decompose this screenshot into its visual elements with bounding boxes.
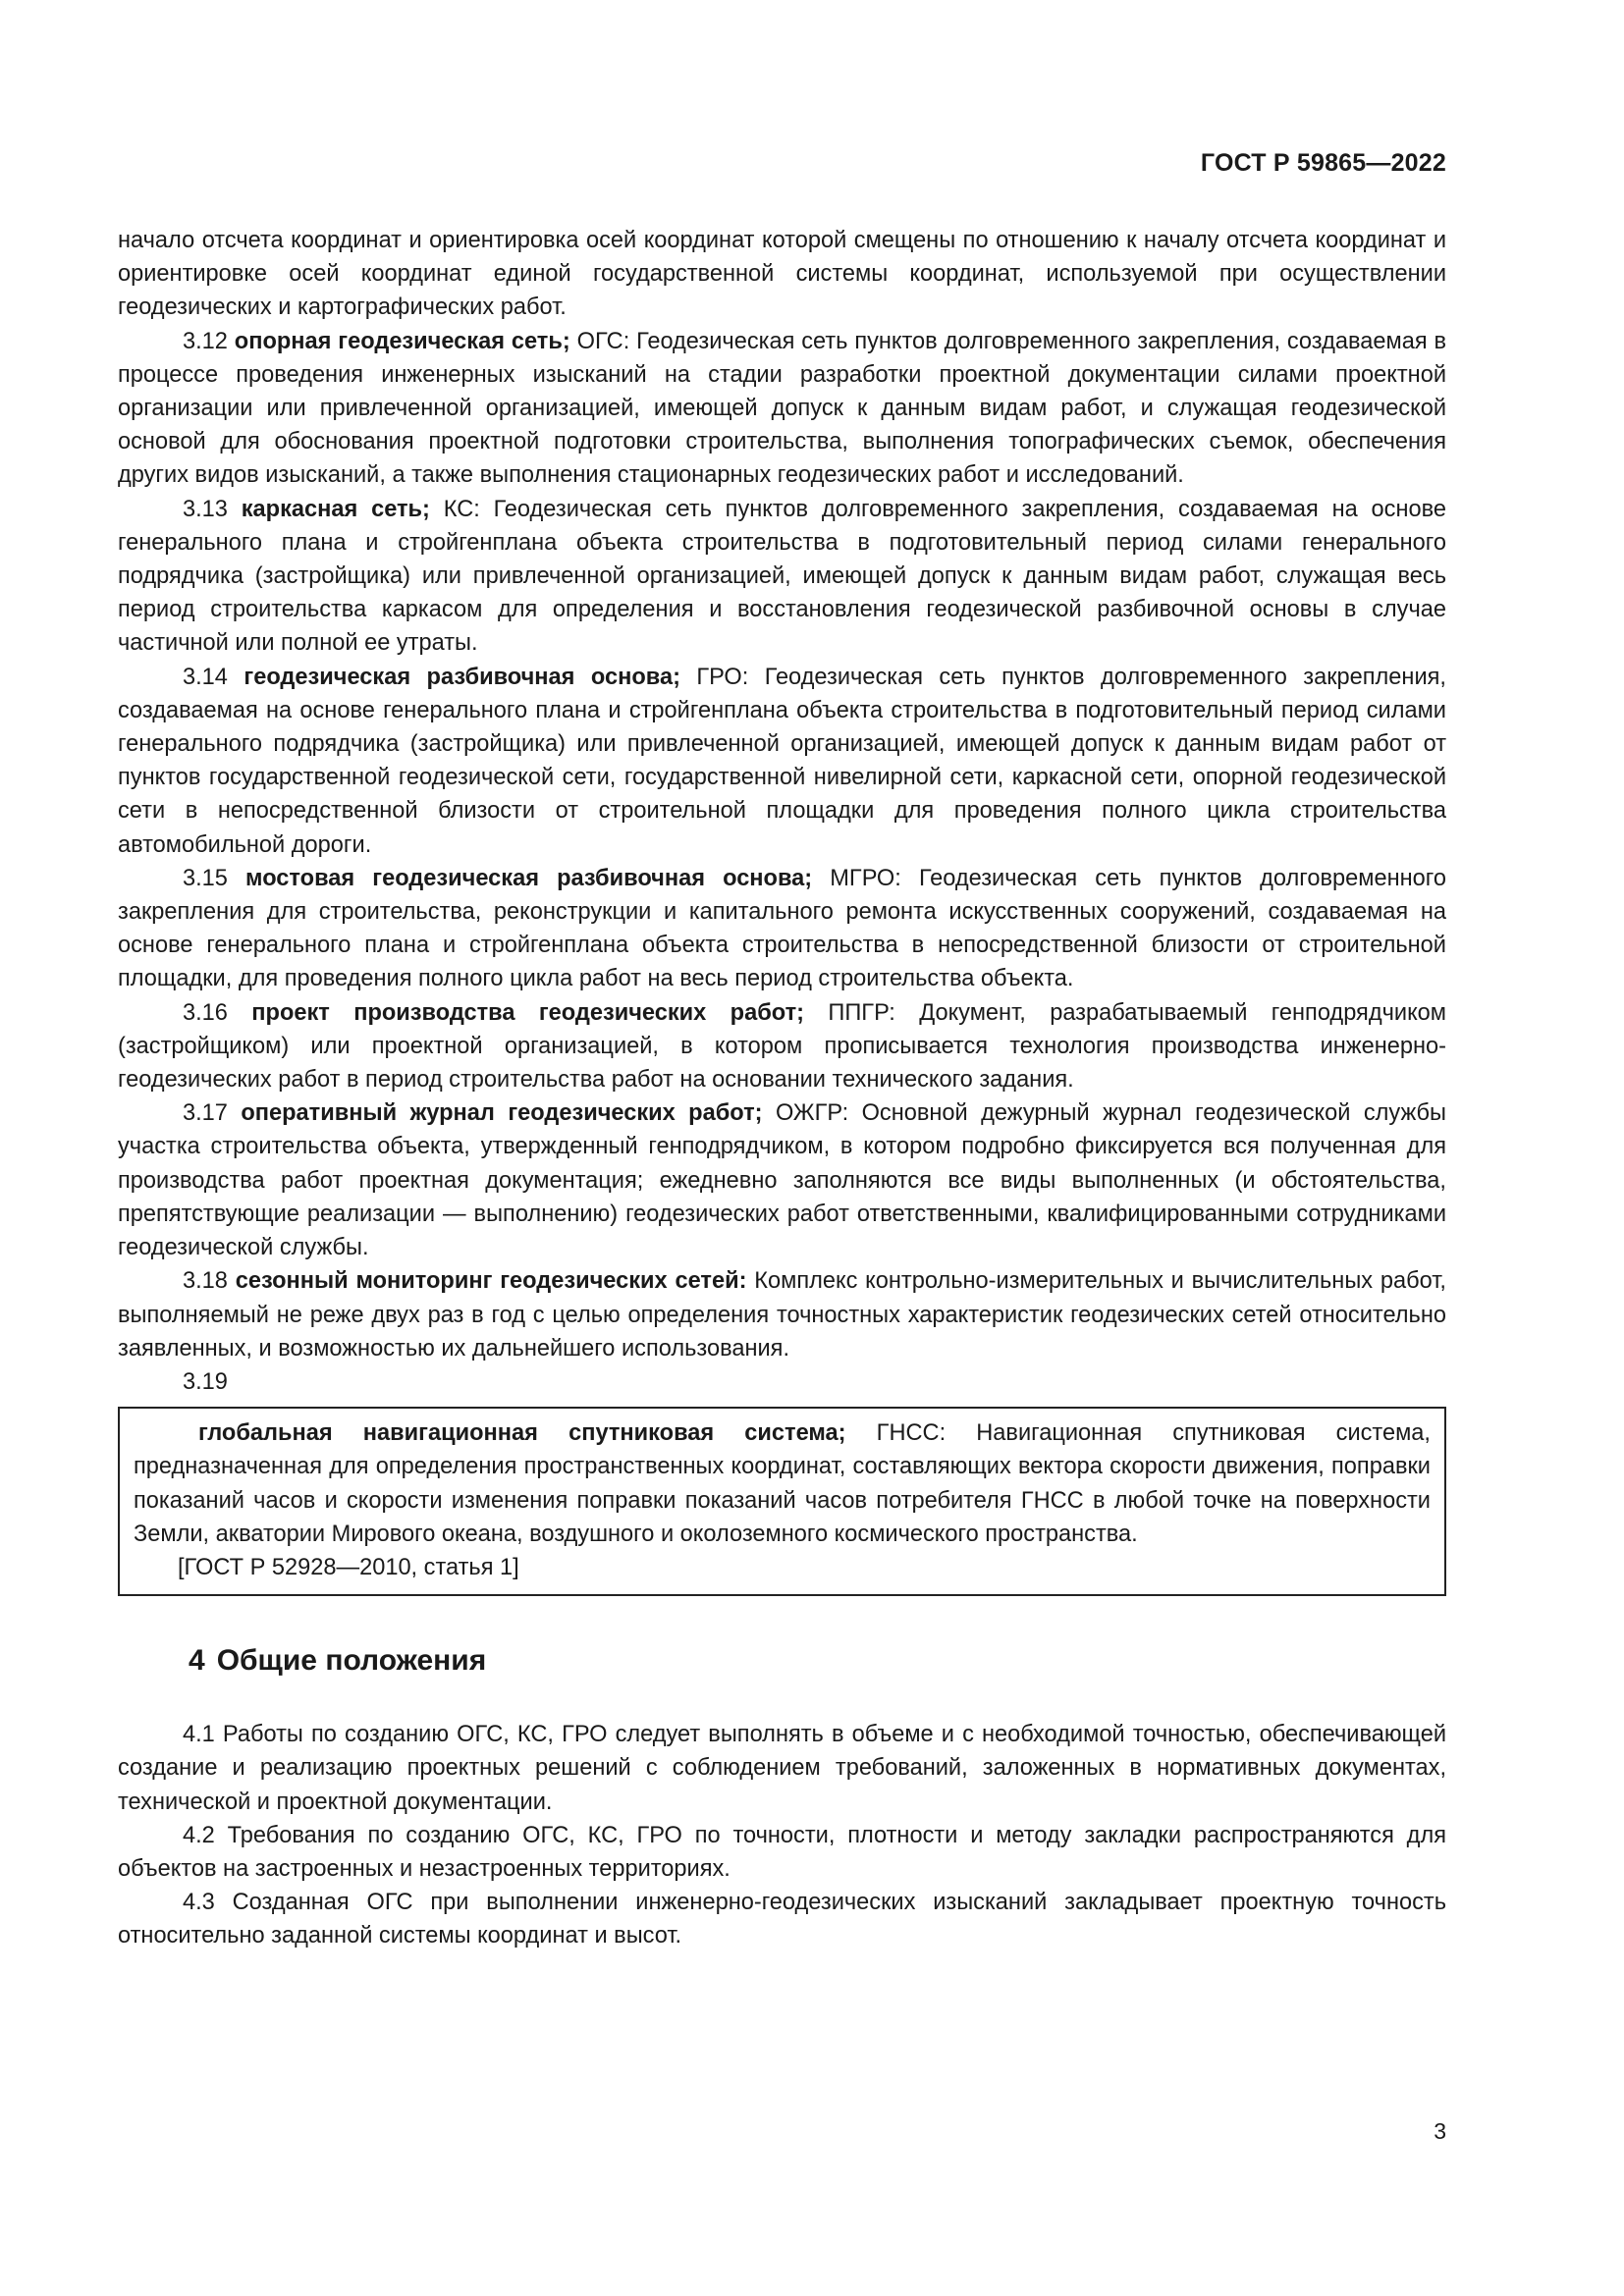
definition-text: ОЖГР: Основной дежурный журнал геодезической службы участка строительства объекта, утвержденный генподрядчиком, в котором подробно фиксируется вся полученная для производства работ проектная документация; ежедневно заполняются все виды выполненных (и обстоятельства, препятствующие реализации — выполнению) геодезических работ ответственными, квалифицированными сотрудниками геодезической службы. xyxy=(118,1100,1446,1261)
term-bold: мостовая геодезическая разбивочная основа; xyxy=(245,865,813,891)
term-bold: глобальная навигационная спутниковая система; xyxy=(198,1420,846,1447)
paragraph-3-13 xyxy=(118,493,1446,661)
definition-text: КС: Геодезическая сеть пунктов долговременного закрепления, создаваемая на основе генерального плана и стройгенплана объекта строительства в подготовительный период силами генерального подрядчика (застройщика) или привлеченной организацией, имеющей допуск к данным видам работ, служащая весь период строительства каркасом для определения и восстановления геодезической разбивочной основы в случае частичной или полной ее утраты. xyxy=(118,496,1446,657)
page-number: 3 xyxy=(1434,2118,1446,2144)
term-bold: геодезическая разбивочная основа; xyxy=(244,664,680,690)
definition-text: ОГС: Геодезическая сеть пунктов долговременного закрепления, создаваемая в процессе проведения инженерных изысканий на стадии разработки проектной документации силами проектной организации или привлеченной организацией, имеющей допуск к данным видам работ, и служащая геодезической основой для обоснования проектной подготовки строительства, выполнения топографических съемок, обеспечения других видов изысканий, а также выполнения стационарных геодезических работ и исследований. xyxy=(118,328,1447,489)
term-bold: оперативный журнал геодезических работ; xyxy=(241,1100,763,1127)
clause-number: 3.18 xyxy=(183,1268,228,1295)
paragraph-3-14 xyxy=(118,661,1446,862)
section-title-text: Общие положения xyxy=(216,1644,487,1678)
clause-number: 3.15 xyxy=(183,865,228,891)
section-heading xyxy=(189,1643,1446,1679)
clause-number: 3.17 xyxy=(183,1100,228,1127)
paragraph-3-15 xyxy=(118,862,1446,996)
section-number: 4 xyxy=(189,1644,205,1678)
definition-text: ГРО: Геодезическая сеть пунктов долговременного закрепления, создаваемая на основе генерального плана и стройгенплана объекта строительства в подготовительный период силами генерального подрядчика (застройщика) или привлеченной организацией, имеющей допуск к данным видам работ от пунктов государственной геодезической сети, государственной нивелирной сети, каркасной сети, опорной геодезической сети в непосредственной близости от строительной площадки для проведения полного цикла строительства автомобильной дороги. xyxy=(118,664,1446,858)
boxed-definition xyxy=(134,1416,1431,1551)
term-bold: сезонный мониторинг геодезических сетей: xyxy=(235,1268,747,1295)
term-bold: опорная геодезическая сеть; xyxy=(234,328,570,354)
term-bold: каркасная сеть; xyxy=(241,496,430,522)
clause-number: 3.13 xyxy=(183,496,228,522)
paragraph-3-19 xyxy=(118,1365,1446,1399)
paragraph-3-17 xyxy=(118,1096,1446,1264)
clause-number: 3.14 xyxy=(183,664,228,690)
quoted-definition-box xyxy=(118,1407,1446,1596)
document-body xyxy=(118,224,1446,1953)
paragraph-3-12 xyxy=(118,325,1446,493)
definition-text: МГРО: Геодезическая сеть пунктов долговременного закрепления для строительства, реконструкции и капитального ремонта искусственных сооружений, создаваемая на основе генерального плана и стройгенплана объекта строительства в непосредственной близости от строительной площадки, для проведения полного цикла работ на весь период строительства объекта. xyxy=(118,865,1447,992)
paragraph-4-1: 4.1 Работы по созданию ОГС, КС, ГРО следует выполнять в объеме и с необходимой точностью, обеспечивающей создание и реализацию проектных решений с соблюдением требований, заложенных в нормативных документах, технической и проектной документации. xyxy=(118,1722,1446,1815)
definition-text: ГНСС: Навигационная спутниковая система, предназначенная для определения пространственных координат, составляющих вектора скорости движения, поправки показаний часов и скорости изменения поправки показаний часов потребителя ГНСС в любой точке на поверхности Земли, акватории Мирового океана, воздушного и околоземного космического пространства. xyxy=(134,1420,1431,1547)
source-reference: [ГОСТ Р 52928—2010, статья 1] xyxy=(178,1554,519,1580)
document-page xyxy=(118,0,1446,2296)
definition-text: Комплекс контрольно-измерительных и вычислительных работ, выполняемый не реже двух раз в год с целью определения точностных характеристик геодезических сетей относительно заявленных, и возможностью их дальнейшего использования. xyxy=(118,1268,1446,1362)
clause-number: 3.16 xyxy=(183,999,228,1026)
paragraph-4-2: 4.2 Требования по созданию ОГС, КС, ГРО по точности, плотности и методу закладки распространяются для объектов на застроенных и незастроенных территориях. xyxy=(118,1822,1446,1882)
paragraph-4-3: 4.3 Созданная ОГС при выполнении инженерно-геодезических изысканий закладывает проектную точность относительно заданной системы координат и высот. xyxy=(118,1890,1446,1949)
paragraph-3-18 xyxy=(118,1264,1446,1365)
paragraph-continuation: начало отсчета координат и ориентировка осей координат которой смещены по отношению к началу отсчета координат и ориентировке осей координат единой государственной системы координат, используемой при осуществлении геодезических и картографических работ. xyxy=(118,228,1446,321)
clause-number: 3.12 xyxy=(183,328,228,354)
document-code-header: ГОСТ Р 59865—2022 xyxy=(1200,149,1446,177)
term-bold: проект производства геодезических работ; xyxy=(251,999,805,1026)
paragraph-3-16 xyxy=(118,996,1446,1097)
definition-text: ППГР: Документ, разрабатываемый генподрядчиком (застройщиком) или проектной организацией, в котором прописывается технология производства инженерно-геодезических работ в период строительства работ на основании технического задания. xyxy=(118,999,1446,1094)
clause-number: 3.19 xyxy=(183,1368,228,1395)
